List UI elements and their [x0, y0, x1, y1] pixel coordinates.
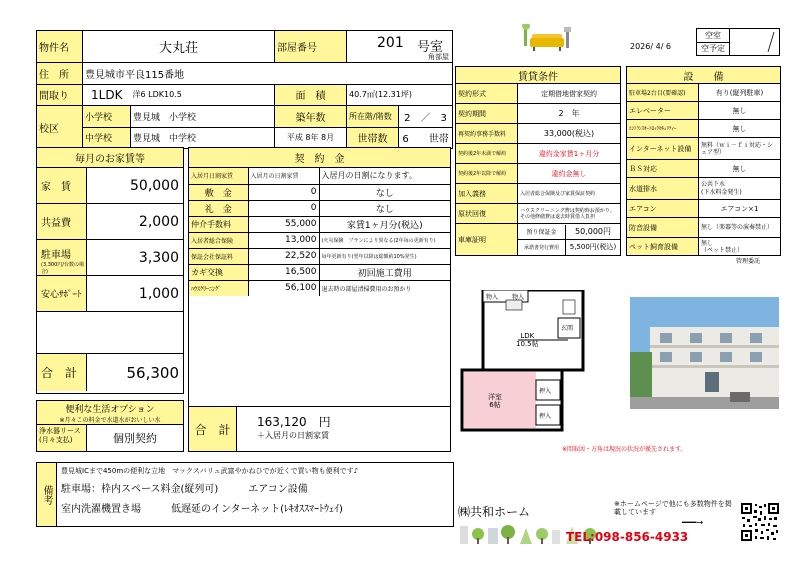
remarks-line-3: 室内洗濯機置き場 低遅延のインターネット(ﾚｷｵｽｽﾏｰﾄｳｪｲ): [61, 504, 343, 515]
address-label: 住 所: [37, 63, 83, 84]
terms-title: 賃貸条件: [456, 67, 621, 84]
elem-name: 豊見城 小学校: [131, 106, 275, 127]
terms-label-1: 契約期間: [456, 104, 518, 124]
options-box: [36, 400, 184, 452]
contract-note-2: なし: [319, 200, 450, 216]
school-label: 校区: [37, 106, 83, 149]
equip-label-8: ペット飼育設備: [627, 238, 699, 256]
equip-label-1: エレベーター: [627, 102, 699, 120]
terms-value-2: 33,000(税込): [518, 124, 621, 144]
homepage-arrow: ━━━→: [682, 518, 704, 527]
common-fee-label: 共益費: [37, 204, 87, 239]
property-name: 大丸荘: [83, 31, 275, 63]
common-fee-value: 2,000: [138, 213, 179, 230]
mid-label: 中学校: [83, 127, 131, 148]
qr-code[interactable]: [740, 502, 780, 542]
company-name: ㈱共和ホーム: [458, 505, 531, 519]
status-planned: 空予定: [697, 42, 730, 56]
rent-total-value: 56,300: [126, 363, 179, 382]
equip-label-2: ｴﾝﾄﾗﾝｽｵｰﾄﾛｯｸｾｷｭﾘﾃｨｰ: [627, 120, 699, 138]
address: 豊見城市平良115番地: [83, 63, 453, 84]
contract-note-1: なし: [319, 184, 450, 200]
layout-label: 間取り: [37, 84, 83, 105]
equip-label-5: 水道排水: [627, 178, 699, 200]
deposit-value: 50,000円: [575, 227, 611, 236]
contract-note-5: 毎年更新有り(翌年以降は総額約10%発生): [319, 248, 450, 264]
room-number: 201: [377, 35, 404, 51]
contract-value-4: 13,000: [248, 232, 319, 248]
property-label: 物件名: [37, 31, 83, 63]
elem-label: 小学校: [83, 106, 131, 127]
terms-label-5: 加入義務: [456, 184, 518, 204]
homepage-note: ※ホームページで他にも多数物件を掲載しています: [614, 500, 732, 516]
terms-label-6: 原状回復: [456, 204, 518, 224]
filter-label: 浄水器リース (月々支払): [37, 425, 87, 451]
terms-value-4: 違約金無し: [518, 164, 621, 184]
options-title: 便利な生活オプション: [37, 401, 183, 415]
terms-label-7: 車庫証明: [456, 224, 518, 256]
rent-box: [36, 147, 184, 394]
oshiire-1: 押入: [539, 388, 552, 395]
floor: 2 ／ 3: [399, 106, 453, 127]
floor-label: 所在階/階数: [347, 106, 399, 127]
cert-fee-value: 5,500円(税込): [569, 243, 617, 251]
built-label: 築年数: [275, 106, 347, 127]
ldk-room: LDK 10.5帖: [516, 332, 539, 348]
terms-table: [455, 66, 620, 255]
storage-2: 物入: [512, 294, 525, 301]
equip-label-4: ＢＳ対応: [627, 160, 699, 178]
storage-1: 物入: [486, 294, 499, 301]
washitsu-room: 洋室 6帖: [488, 393, 502, 409]
filter-value: 個別契約: [113, 432, 157, 445]
contract-label-1: 敷 金: [189, 184, 248, 200]
equipment-table: [626, 66, 780, 255]
support-value: 1,000: [138, 285, 179, 302]
equip-label-3: インターネット設備: [627, 138, 699, 160]
contract-box: [188, 147, 451, 452]
contract-label-2: 礼 金: [189, 200, 248, 216]
terms-value-5: 入居者総合保険及び家賃保証契約: [518, 184, 621, 204]
options-note: ※月々この料金で水道水がおいしい水: [37, 415, 183, 425]
remarks-box: [36, 462, 454, 527]
remarks-label: 備考: [37, 463, 57, 526]
contract-label-3: 仲介手数料: [189, 216, 248, 232]
contract-note-7: 退去時の部屋清掃費用のお預かり: [319, 280, 450, 296]
remarks-line-2: 駐車場：枠内スペース料金(縦列可) エアコン設備: [61, 484, 308, 495]
sofa-icon: [522, 24, 572, 54]
cert-fee-label: 承諾書発行費用: [518, 240, 566, 255]
equip-value-7: 無し（楽器等の演奏禁止）: [699, 218, 781, 238]
header-table: [36, 30, 452, 149]
deposit-label: 預り保証金: [518, 225, 566, 239]
contract-total-note: ＋入居月の日割家賃: [257, 431, 329, 440]
contract-value-0: 入居月の日割家賃: [248, 168, 319, 184]
contract-note-6: 初回施工費用: [319, 264, 450, 280]
contract-value-7: 56,100: [248, 280, 319, 296]
units: 6 世帯: [399, 127, 453, 148]
status-box: [696, 28, 779, 56]
floor-plan-drawing: [458, 290, 608, 440]
support-label: 安心ｻﾎﾟｰﾄ: [37, 276, 87, 311]
built: 平成 8年 8月: [275, 127, 347, 148]
mid-name: 豊見城 中学校: [131, 127, 275, 148]
equip-value-0: 有り(縦列駐車): [699, 84, 781, 102]
contract-value-2: 0: [248, 200, 319, 216]
status-vacant: 空室: [697, 29, 730, 43]
contract-label-5: 保証会社保証料: [189, 248, 248, 264]
contract-value-1: 0: [248, 184, 319, 200]
equip-value-2: 無し: [699, 120, 781, 138]
equip-value-5: 公共下水 (下水料金発生): [699, 178, 781, 200]
contract-note-0: 入居月の日割になります。: [319, 168, 450, 184]
building-photo: [630, 297, 779, 409]
contract-label-0: 入居月日割家賃: [189, 168, 248, 184]
terms-value-3: 違約金家賃1ヶ月分: [518, 144, 621, 164]
contract-total-value: 163,120 円: [257, 415, 331, 429]
contract-note-3: 家賃1ヶ月分(税込): [319, 216, 450, 232]
equip-value-3: 無料（ｗｉ－ｆｉ対応・シェア型）: [699, 138, 781, 160]
company-tel[interactable]: TEL:098-856-4933: [566, 530, 689, 544]
terms-value-1: 2 年: [518, 104, 621, 124]
terms-label-0: 契約形式: [456, 84, 518, 104]
contract-title: 契 約 金: [189, 148, 450, 168]
rent-title: 毎月のお家賃等: [37, 148, 183, 168]
remarks-line-1: 豊見城ICまで450mの便利な立地 マックスバリュ武富やかねひでが近くで買い物も便利です♪: [61, 467, 359, 475]
rent-value: 50,000: [130, 177, 179, 194]
rent-total-label: 合 計: [37, 354, 87, 391]
contract-label-7: ﾊｳｽｸﾘｰﾆﾝｸﾞ: [189, 280, 248, 296]
rent-label: 家 賃: [37, 168, 87, 203]
units-label: 世帯数: [347, 127, 399, 148]
area-label: 面 積: [275, 84, 347, 105]
contract-label-6: カギ交換: [189, 264, 248, 280]
terms-value-0: 定期借地借家契約: [518, 84, 621, 104]
parking-note: (3,300円/台数の場合): [41, 262, 84, 275]
area: 40.7㎡(12.31坪): [347, 84, 453, 105]
equip-label-6: エアコン: [627, 200, 699, 218]
photo-note: ※間取図・方角は現況の状況が優先されます。: [562, 446, 687, 453]
contract-value-3: 55,000: [248, 216, 319, 232]
terms-label-3: 契約後2年未満で解約: [456, 144, 518, 164]
contract-value-5: 22,520: [248, 248, 319, 264]
terms-label-2: 再契約事務手数料: [456, 124, 518, 144]
status-date: 2026/ 4/ 6: [630, 42, 672, 51]
equip-value-8: 無し （ペット禁止）: [699, 238, 781, 256]
layout: 1LDK: [83, 84, 131, 105]
genkan: 玄関: [561, 325, 574, 332]
parking-value: 3,300: [138, 249, 179, 266]
contract-total-label: 合 計: [189, 407, 237, 451]
parking-label: 駐車場: [41, 250, 71, 261]
equipment-footnote: 管理委託: [736, 258, 761, 265]
contract-label-4: 入居者総合保険: [189, 232, 248, 248]
equip-value-1: 無し: [699, 102, 781, 120]
equip-label-0: 駐車場2台目(要確認): [627, 84, 699, 102]
room-label: 部屋番号: [275, 31, 347, 63]
equip-value-6: エアコン×1: [699, 200, 781, 218]
equipment-title: 設 備: [627, 67, 781, 84]
corner-room: 角部屋: [428, 53, 450, 62]
floor-plan: [458, 290, 608, 440]
room-suffix: 号室: [417, 40, 444, 55]
equip-label-7: 防音設備: [627, 218, 699, 238]
layout-detail: 洋6 LDK10.5: [131, 84, 275, 105]
equip-value-4: 無し: [699, 160, 781, 178]
contract-value-6: 16,500: [248, 264, 319, 280]
oshiire-2: 押入: [539, 413, 552, 420]
terms-value-6: ハウスクリーニング費は契約時お預かり。その他修繕費は退去時賃借人負担: [518, 204, 621, 224]
contract-note-4: (火災保険 プランにより異なる(2年毎の更新有り): [319, 232, 450, 248]
terms-label-4: 契約後2年以降で解約: [456, 164, 518, 184]
